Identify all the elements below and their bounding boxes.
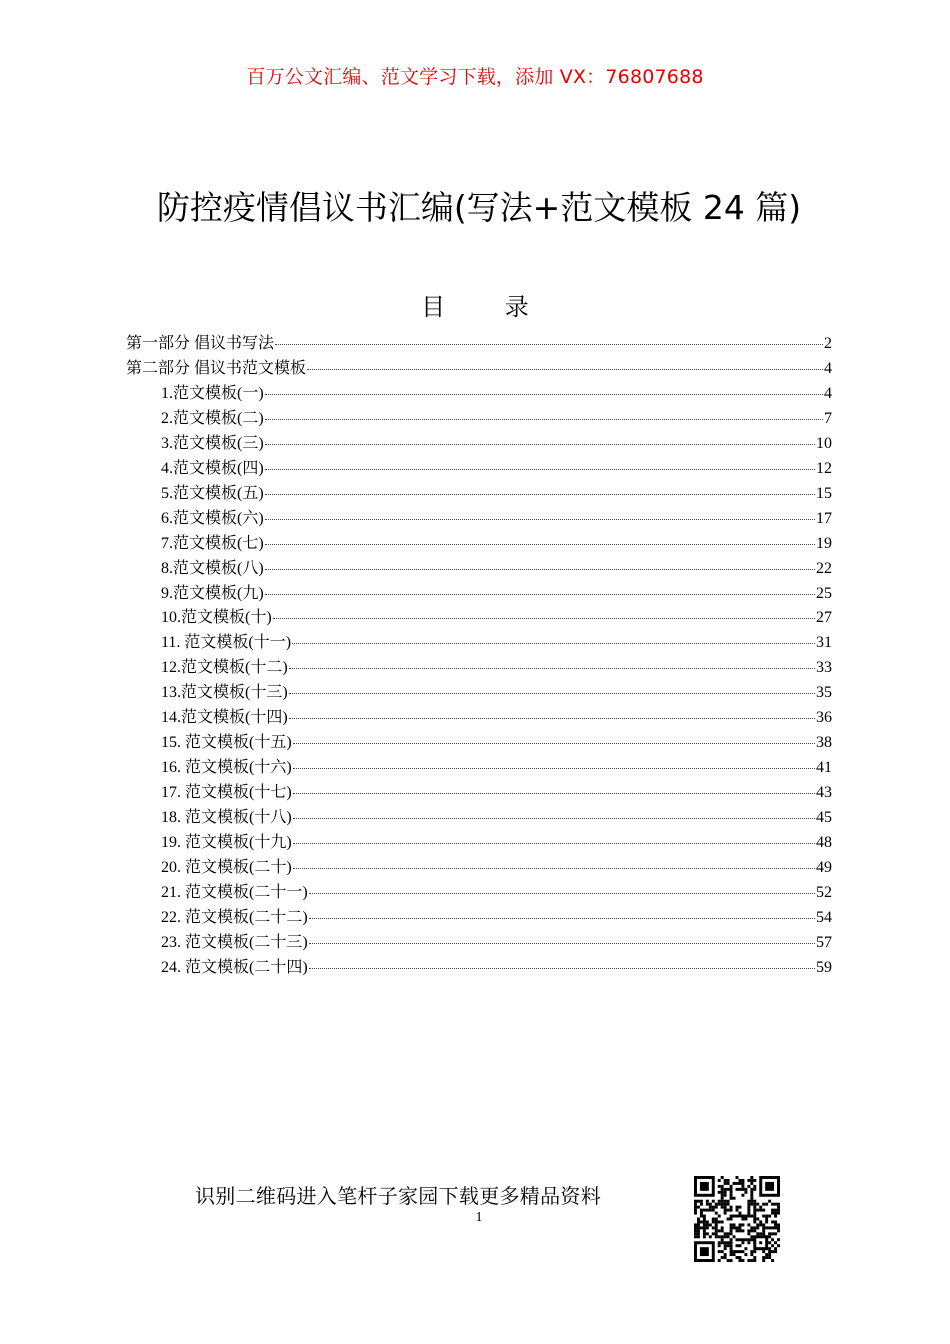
toc-dot-leader — [307, 355, 823, 370]
toc-entry-page: 17 — [816, 509, 832, 527]
toc-dot-leader — [265, 380, 823, 395]
toc-entry-label: 12.范文模板(十二) — [161, 659, 288, 677]
toc-dot-leader — [292, 629, 815, 644]
toc-entry-label: 第一部分 倡议书写法 — [126, 335, 275, 352]
toc-entry-label: 第二部分 倡议书范文模板 — [126, 359, 307, 377]
toc-entry-page: 2 — [824, 335, 832, 352]
toc-entry-page: 35 — [816, 684, 832, 702]
toc-dot-leader — [265, 455, 815, 470]
toc-entry-page: 7 — [824, 409, 832, 427]
toc-entry-label: 13.范文模板(十三) — [161, 684, 288, 702]
toc-dot-leader — [309, 879, 815, 894]
toc-dot-leader — [309, 929, 815, 944]
qr-code-icon[interactable] — [694, 1176, 780, 1262]
toc-entry[interactable] — [161, 954, 832, 978]
toc-entry[interactable] — [126, 330, 832, 354]
toc-dot-leader — [289, 654, 815, 669]
toc-entry-page: 33 — [816, 659, 832, 677]
toc-entry-label: 7.范文模板(七) — [161, 534, 264, 552]
toc-dot-leader — [289, 704, 815, 719]
toc-entry[interactable] — [161, 904, 832, 928]
toc-entry-label: 22. 范文模板(二十二) — [161, 908, 308, 926]
toc-entry-page: 36 — [816, 709, 832, 727]
toc-entry-page: 4 — [824, 359, 832, 377]
toc-entry[interactable] — [161, 854, 832, 878]
toc-entry-page: 41 — [816, 759, 832, 777]
toc-entry[interactable] — [161, 754, 832, 778]
toc-entry-label: 10.范文模板(十) — [161, 609, 272, 627]
toc-entry[interactable] — [161, 804, 832, 828]
toc-entry-page: 54 — [816, 908, 832, 926]
toc-entry-label: 2.范文模板(二) — [161, 409, 264, 427]
toc-entry[interactable] — [161, 779, 832, 803]
toc-entry-page: 10 — [816, 434, 832, 452]
toc-entry[interactable] — [161, 629, 832, 653]
toc-entry-page: 52 — [816, 883, 832, 901]
header-banner: 百万公文汇编、范文学习下载，添加 VX：76807688 — [246, 66, 704, 88]
toc-entry-page: 19 — [816, 534, 832, 552]
toc-entry-label: 1.范文模板(一) — [161, 384, 264, 402]
toc-entry[interactable] — [161, 405, 832, 429]
toc-entry[interactable] — [161, 430, 832, 454]
toc-dot-leader — [265, 405, 823, 420]
toc-entry-page: 59 — [816, 958, 832, 976]
toc-entry-page: 25 — [816, 584, 832, 602]
toc-entry-page: 4 — [824, 384, 832, 402]
toc-entry-label: 17. 范文模板(十七) — [161, 784, 292, 802]
toc-entry[interactable] — [161, 729, 832, 753]
toc-entry-page: 38 — [816, 734, 832, 752]
toc-entry[interactable] — [161, 555, 832, 579]
toc-entry-page: 22 — [816, 559, 832, 577]
toc-entry-page: 57 — [816, 933, 832, 951]
toc-dot-leader — [293, 779, 815, 794]
toc-dot-leader — [265, 555, 815, 570]
toc-entry-label: 23. 范文模板(二十三) — [161, 933, 308, 951]
toc-entry-page: 45 — [816, 809, 832, 827]
toc-entry-label: 15. 范文模板(十五) — [161, 734, 292, 752]
toc-dot-leader — [275, 330, 823, 345]
toc-entry-page: 48 — [816, 834, 832, 851]
toc-entry[interactable] — [161, 455, 832, 479]
toc-entry[interactable] — [161, 654, 832, 678]
toc-dot-leader — [273, 604, 815, 619]
toc-dot-leader — [265, 430, 815, 445]
toc-dot-leader — [265, 480, 815, 495]
footer-text: 识别二维码进入笔杆子家园下载更多精品资料 — [195, 1184, 601, 1208]
toc-entry-label: 4.范文模板(四) — [161, 459, 264, 477]
toc-entry-label: 6.范文模板(六) — [161, 509, 264, 527]
toc-entry[interactable] — [161, 480, 832, 504]
toc-entry-label: 24. 范文模板(二十四) — [161, 958, 308, 976]
toc-entry-label: 11. 范文模板(十一) — [161, 634, 292, 652]
document-title: 防控疫情倡议书汇编(写法+范文模板 24 篇) — [156, 188, 802, 227]
toc-entry-label: 19. 范文模板(十九) — [161, 834, 292, 851]
toc-dot-leader — [293, 804, 815, 819]
toc-entry[interactable] — [161, 829, 832, 853]
toc-dot-leader — [265, 580, 815, 595]
toc-entry-label: 16. 范文模板(十六) — [161, 759, 292, 777]
toc-entry[interactable] — [161, 580, 832, 604]
toc-entry[interactable] — [161, 505, 832, 529]
toc-entry-page: 15 — [816, 484, 832, 502]
toc-entry[interactable] — [161, 704, 832, 728]
toc-dot-leader — [293, 829, 815, 844]
toc-entry-page: 31 — [816, 634, 832, 652]
toc-entry-label: 18. 范文模板(十八) — [161, 809, 292, 827]
page-number: 1 — [475, 1210, 483, 1225]
toc-entry[interactable] — [161, 879, 832, 903]
toc-dot-leader — [309, 954, 815, 969]
toc-entry-page: 12 — [816, 459, 832, 477]
toc-entry[interactable] — [161, 530, 832, 554]
toc-dot-leader — [309, 904, 815, 919]
toc-entry-label: 3.范文模板(三) — [161, 434, 264, 452]
toc-dot-leader — [293, 729, 815, 744]
toc-entry-page: 43 — [816, 784, 832, 802]
toc-entry[interactable] — [161, 604, 832, 628]
toc-entry-label: 9.范文模板(九) — [161, 584, 264, 602]
toc-entry-label: 21. 范文模板(二十一) — [161, 883, 308, 901]
toc-heading: 目 录 — [421, 293, 555, 321]
toc-entry[interactable] — [126, 355, 832, 379]
toc-entry[interactable] — [161, 929, 832, 953]
toc-entry-page: 49 — [816, 858, 832, 876]
toc-dot-leader — [293, 754, 815, 769]
toc-entry[interactable] — [161, 679, 832, 703]
toc-dot-leader — [293, 854, 815, 869]
toc-entry-label: 14.范文模板(十四) — [161, 709, 288, 727]
toc-entry-page: 27 — [816, 609, 832, 627]
toc-entry-label: 20. 范文模板(二十) — [161, 858, 292, 876]
toc-entry-label: 8.范文模板(八) — [161, 559, 264, 577]
toc-entry[interactable] — [161, 380, 832, 404]
toc-entry-label: 5.范文模板(五) — [161, 484, 264, 502]
toc-dot-leader — [265, 505, 815, 520]
toc-dot-leader — [289, 679, 815, 694]
toc-dot-leader — [265, 530, 815, 545]
